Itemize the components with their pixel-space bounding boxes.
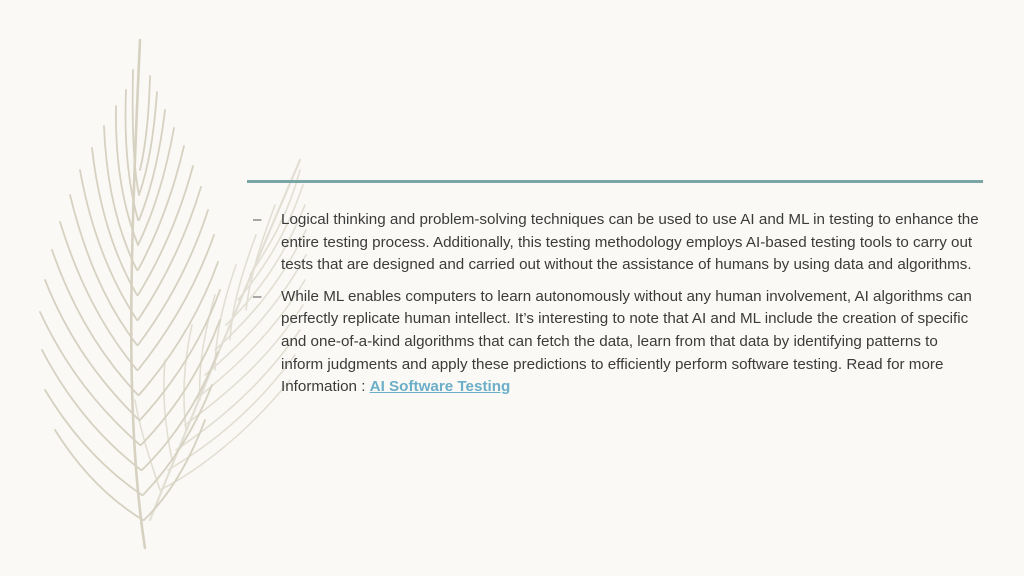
bullet-item: [253, 286, 983, 399]
bullet-item: [253, 209, 983, 277]
accent-divider: [247, 180, 983, 183]
bullet-dash: –: [253, 287, 262, 305]
bullet-text: While ML enables computers to learn autonomously without any human involvement, AI algorithms can perfectly replicate human intellect. It’s interesting to note that AI and ML include the creation of specific and one-of-a-kind algorithms that can fetch the data, learn from that data by identifying patterns to inform judgments and apply these predictions to efficiently perform software testing. Read for more Information :: [281, 287, 972, 396]
bullet-dash: –: [253, 211, 262, 228]
ai-software-testing-link[interactable]: AI Software Testing: [369, 378, 511, 396]
bullet-text: Logical thinking and problem-solving techniques can be used to use AI and ML in testing to enhance the entire testing process. Additionally, this testing methodology employs AI-based testing tools to carry out tests that are designed and carried out without the assistance of humans by using data and algorithms.: [281, 211, 979, 274]
bullet-list: [253, 209, 983, 408]
